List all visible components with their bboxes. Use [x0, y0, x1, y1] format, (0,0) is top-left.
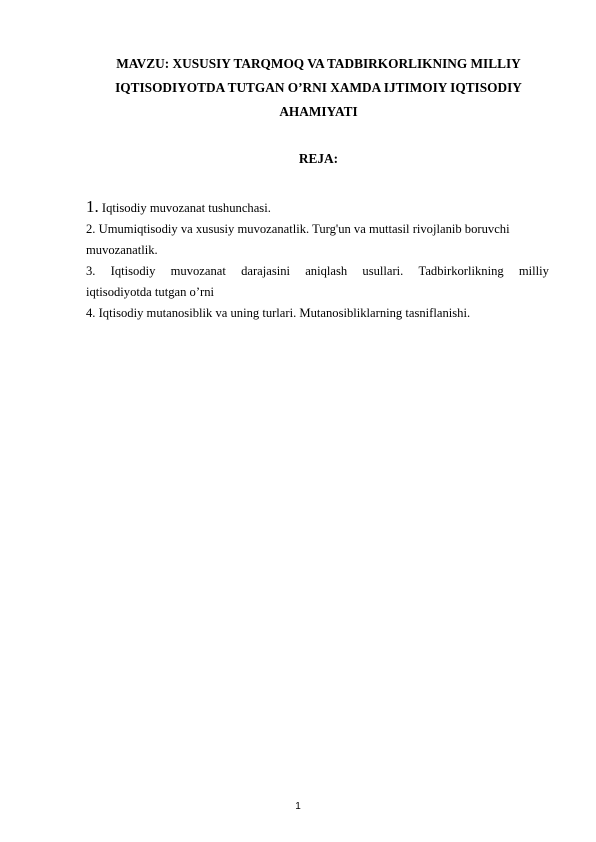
plan-item-word: muvozanat — [170, 264, 226, 278]
title-line: AHAMIYATI — [279, 104, 358, 119]
plan-item-line — [86, 261, 549, 282]
plan-item-word: aniqlash — [305, 264, 348, 278]
plan-item — [86, 303, 549, 324]
plan-item-word: Iqtisodiy — [110, 264, 156, 278]
plan-item — [86, 219, 549, 261]
plan-item-line — [86, 196, 549, 219]
plan-item-line: muvozanatlik. — [86, 243, 158, 257]
page-number: 1 — [295, 801, 301, 812]
plan-item-line — [86, 219, 549, 240]
plan-item-word: milliy — [518, 264, 549, 278]
plan-item-word: Tadbirkorlikning — [418, 264, 504, 278]
plan-item-word: usullari. — [362, 264, 404, 278]
plan-heading: REJA: — [298, 151, 339, 166]
plan-item-text: Umumiqtisodiy va xususiy muvozanatlik. Turg'un va muttasil rivojlanib boruvchi — [98, 222, 510, 236]
plan-list — [86, 196, 549, 324]
plan-item — [86, 261, 549, 303]
title-line: MAVZU: XUSUSIY TARQMOQ VA TADBIRKORLIKNING MILLIY — [116, 56, 521, 71]
plan-item-line: iqtisodiyotda tutgan o’rni — [86, 285, 215, 299]
plan-item-number: 3. — [86, 264, 96, 278]
plan-item-line — [86, 303, 549, 324]
plan-item-number: 4. — [86, 306, 96, 320]
plan-item-text: Iqtisodiy muvozanat tushunchasi. — [101, 201, 271, 215]
plan-item-number: 1. — [86, 197, 99, 216]
document-title — [86, 52, 551, 124]
plan-item-text: Iqtisodiy mutanosiblik va uning turlari. Mutanosibliklarning tasniflanishi. — [98, 306, 471, 320]
title-line: IQTISODIYOTDA TUTGAN O’RNI XAMDA IJTIMOIY IQTISODIY — [115, 80, 522, 95]
plan-item-number: 2. — [86, 222, 96, 236]
plan-item — [86, 196, 549, 219]
plan-item-word: darajasini — [241, 264, 291, 278]
